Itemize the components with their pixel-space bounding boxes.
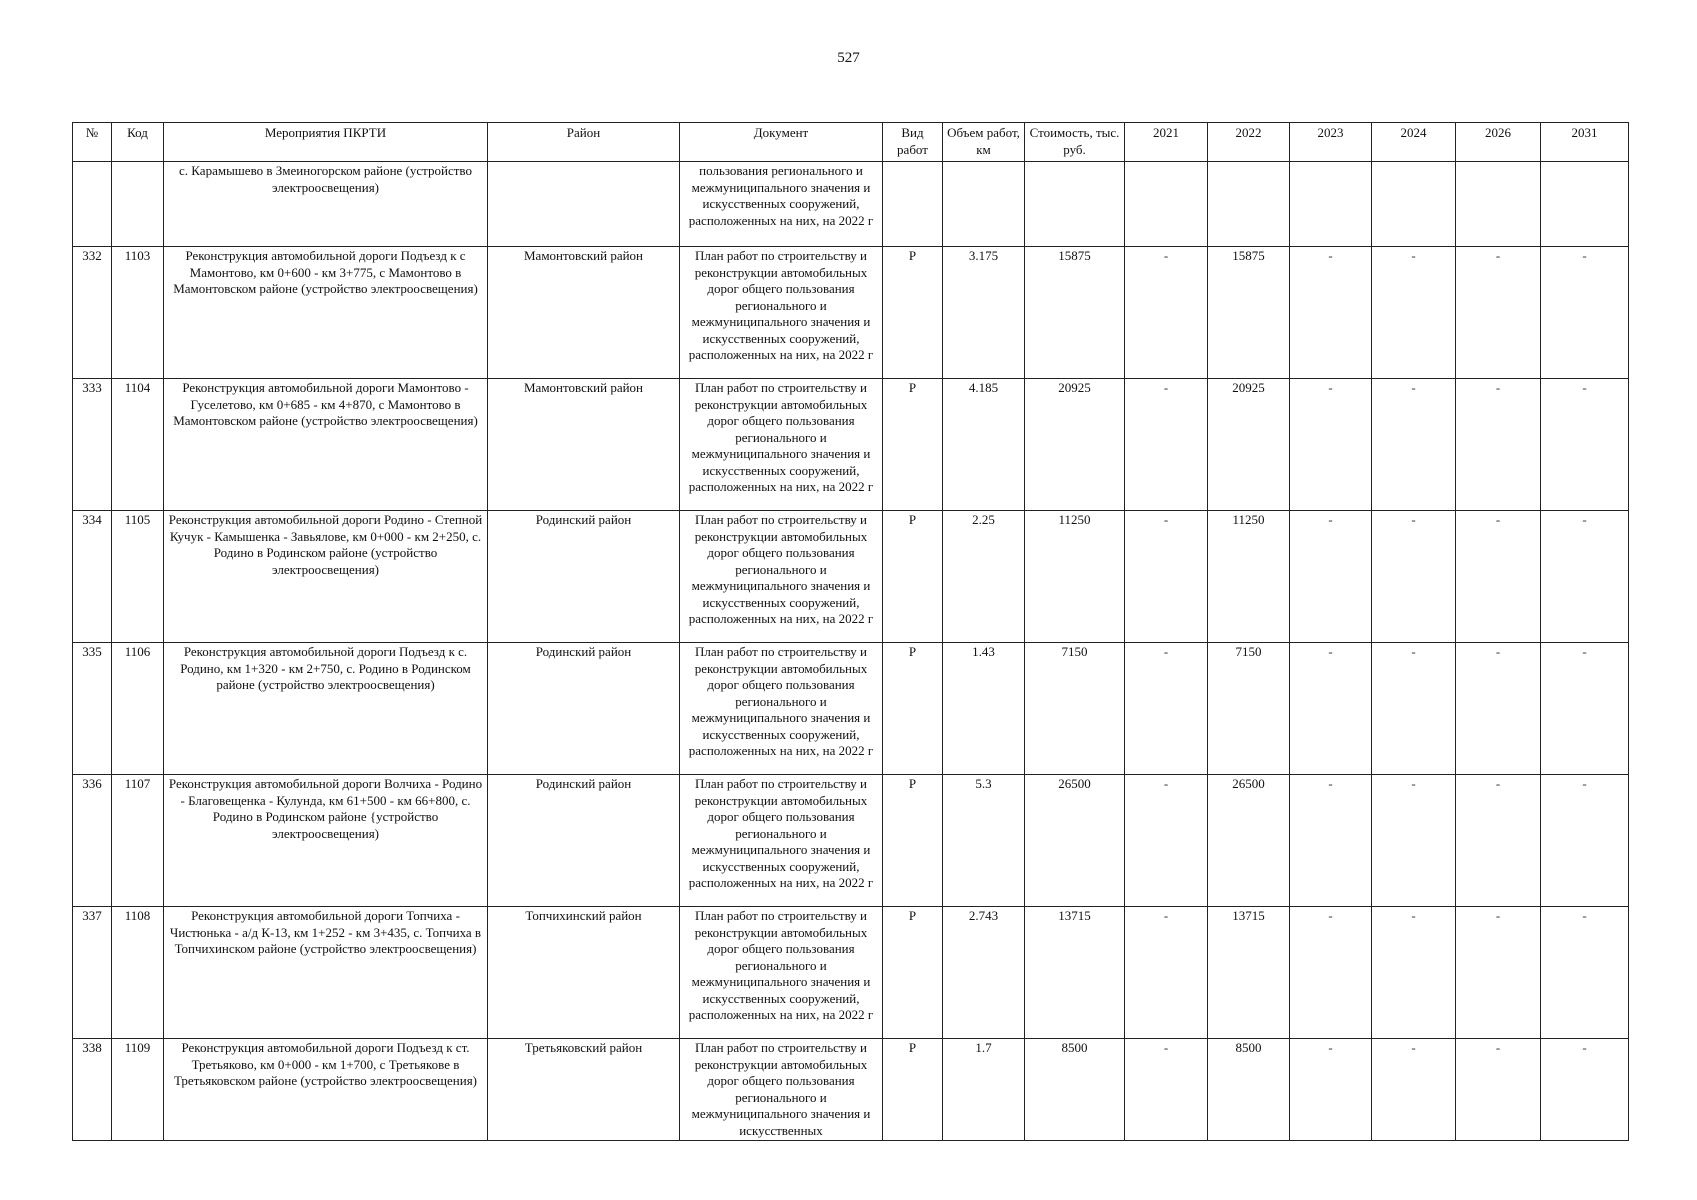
cell-num: 335	[73, 643, 112, 775]
cell-district: Родинский район	[488, 511, 680, 643]
table-row	[73, 1039, 1629, 1141]
cell-2023: -	[1290, 1039, 1372, 1141]
cell-code: 1104	[112, 379, 164, 511]
header-cell: 2021	[1125, 123, 1208, 162]
cell-cost: 11250	[1025, 511, 1125, 643]
cell-work-type: Р	[883, 907, 943, 1039]
cell-num: 332	[73, 247, 112, 379]
cell-district	[488, 162, 680, 247]
cell-document: План работ по строительству и реконструкции автомобильных дорог общего пользования регионального и межмуниципального значения и искусственных сооружений, расположенных на них, на 2022 г	[680, 643, 883, 775]
cell-district: Мамонтовский район	[488, 379, 680, 511]
cell-num: 336	[73, 775, 112, 907]
header-cell: 2022	[1208, 123, 1290, 162]
cell-work-type	[883, 162, 943, 247]
cell-2031	[1541, 162, 1629, 247]
cell-document: План работ по строительству и реконструкции автомобильных дорог общего пользования регионального и межмуниципального значения и искусственных сооружений, расположенных на них, на 2022 г	[680, 775, 883, 907]
cell-2026: -	[1456, 907, 1541, 1039]
header-cell: 2026	[1456, 123, 1541, 162]
header-cell: Мероприятия ПКРТИ	[164, 123, 488, 162]
cell-volume: 3.175	[943, 247, 1025, 379]
cell-2031: -	[1541, 907, 1629, 1039]
header-cell: Объем работ, км	[943, 123, 1025, 162]
cell-district: Родинский район	[488, 643, 680, 775]
cell-code: 1106	[112, 643, 164, 775]
cell-document: План работ по строительству и реконструкции автомобильных дорог общего пользования регионального и межмуниципального значения и искусственных	[680, 1039, 883, 1141]
cell-2022: 20925	[1208, 379, 1290, 511]
cell-volume: 1.43	[943, 643, 1025, 775]
cell-work-type: Р	[883, 247, 943, 379]
cell-event: Реконструкция автомобильной дороги Подъезд к с Мамонтово, км 0+600 - км 3+775, с Мамонтово в Мамонтовском районе (устройство электроосвещения)	[164, 247, 488, 379]
cell-2026	[1456, 162, 1541, 247]
cell-2031: -	[1541, 511, 1629, 643]
cell-work-type: Р	[883, 775, 943, 907]
cell-event: с. Карамышево в Змеиногорском районе (устройство электроосвещения)	[164, 162, 488, 247]
cell-cost: 13715	[1025, 907, 1125, 1039]
cell-document: План работ по строительству и реконструкции автомобильных дорог общего пользования регионального и межмуниципального значения и искусственных сооружений, расположенных на них, на 2022 г	[680, 907, 883, 1039]
cell-cost: 7150	[1025, 643, 1125, 775]
table-row	[73, 511, 1629, 643]
cell-2026: -	[1456, 775, 1541, 907]
cell-2023	[1290, 162, 1372, 247]
cell-2022	[1208, 162, 1290, 247]
table-row	[73, 775, 1629, 907]
table-row	[73, 247, 1629, 379]
cell-code	[112, 162, 164, 247]
header-cell: Район	[488, 123, 680, 162]
cell-2026: -	[1456, 511, 1541, 643]
cell-2023: -	[1290, 511, 1372, 643]
header-cell: Код	[112, 123, 164, 162]
header-cell: 2023	[1290, 123, 1372, 162]
cell-cost	[1025, 162, 1125, 247]
pkrti-table	[72, 122, 1629, 1141]
cell-2022: 13715	[1208, 907, 1290, 1039]
cell-code: 1109	[112, 1039, 164, 1141]
cell-2026: -	[1456, 379, 1541, 511]
table-row	[73, 907, 1629, 1039]
cell-2024: -	[1372, 1039, 1456, 1141]
cell-document: План работ по строительству и реконструкции автомобильных дорог общего пользования регионального и межмуниципального значения и искусственных сооружений, расположенных на них, на 2022 г	[680, 379, 883, 511]
cell-num: 334	[73, 511, 112, 643]
cell-volume: 2.743	[943, 907, 1025, 1039]
cell-event: Реконструкция автомобильной дороги Подъезд к с. Родино, км 1+320 - км 2+750, с. Родино в Родинском районе (устройство электроосвещения)	[164, 643, 488, 775]
cell-2026: -	[1456, 1039, 1541, 1141]
cell-2021	[1125, 162, 1208, 247]
cell-2021: -	[1125, 907, 1208, 1039]
cell-work-type: Р	[883, 379, 943, 511]
cell-2023: -	[1290, 247, 1372, 379]
cell-2021: -	[1125, 247, 1208, 379]
cell-cost: 8500	[1025, 1039, 1125, 1141]
cell-event: Реконструкция автомобильной дороги Топчиха - Чистюнька - а/д К-13, км 1+252 - км 3+435, с. Топчиха в Топчихинском районе (устройство электроосвещения)	[164, 907, 488, 1039]
header-cell: 2024	[1372, 123, 1456, 162]
cell-num	[73, 162, 112, 247]
cell-num: 338	[73, 1039, 112, 1141]
cell-work-type: Р	[883, 643, 943, 775]
cell-2022: 8500	[1208, 1039, 1290, 1141]
table-row	[73, 379, 1629, 511]
cell-num: 333	[73, 379, 112, 511]
cell-2023: -	[1290, 643, 1372, 775]
cell-2022: 15875	[1208, 247, 1290, 379]
header-cell: Стоимость, тыс. руб.	[1025, 123, 1125, 162]
cell-cost: 15875	[1025, 247, 1125, 379]
cell-district: Третьяковский район	[488, 1039, 680, 1141]
cell-code: 1108	[112, 907, 164, 1039]
cell-2031: -	[1541, 379, 1629, 511]
cell-2031: -	[1541, 247, 1629, 379]
table-row	[73, 643, 1629, 775]
cell-work-type: Р	[883, 511, 943, 643]
cell-event: Реконструкция автомобильной дороги Родино - Степной Кучук - Камышенка - Завьялове, км 0+000 - км 2+250, с. Родино в Родинском районе (устройство электроосвещения)	[164, 511, 488, 643]
cell-2024: -	[1372, 907, 1456, 1039]
cell-volume: 2.25	[943, 511, 1025, 643]
cell-2022: 11250	[1208, 511, 1290, 643]
cell-2021: -	[1125, 379, 1208, 511]
cell-2024: -	[1372, 775, 1456, 907]
cell-cost: 20925	[1025, 379, 1125, 511]
cell-2031: -	[1541, 775, 1629, 907]
page-number: 527	[837, 50, 860, 66]
cell-code: 1103	[112, 247, 164, 379]
cell-document: пользования регионального и межмуниципального значения и искусственных сооружений, расположенных на них, на 2022 г	[680, 162, 883, 247]
cell-2024: -	[1372, 379, 1456, 511]
cell-2022: 26500	[1208, 775, 1290, 907]
cell-code: 1105	[112, 511, 164, 643]
cell-2024: -	[1372, 247, 1456, 379]
cell-2023: -	[1290, 775, 1372, 907]
cell-2022: 7150	[1208, 643, 1290, 775]
table-header-row	[73, 123, 1629, 162]
cell-2031: -	[1541, 1039, 1629, 1141]
cell-2026: -	[1456, 643, 1541, 775]
cell-document: План работ по строительству и реконструкции автомобильных дорог общего пользования регионального и межмуниципального значения и искусственных сооружений, расположенных на них, на 2022 г	[680, 511, 883, 643]
cell-num: 337	[73, 907, 112, 1039]
cell-2024	[1372, 162, 1456, 247]
cell-2023: -	[1290, 907, 1372, 1039]
cell-2021: -	[1125, 643, 1208, 775]
cell-volume: 4.185	[943, 379, 1025, 511]
header-cell: №	[73, 123, 112, 162]
header-cell: 2031	[1541, 123, 1629, 162]
cell-work-type: Р	[883, 1039, 943, 1141]
cell-2021: -	[1125, 775, 1208, 907]
cell-2024: -	[1372, 511, 1456, 643]
cell-volume: 1.7	[943, 1039, 1025, 1141]
cell-volume	[943, 162, 1025, 247]
cell-event: Реконструкция автомобильной дороги Мамонтово - Гуселетово, км 0+685 - км 4+870, с Мамонтово в Мамонтовском районе (устройство электроосвещения)	[164, 379, 488, 511]
cell-cost: 26500	[1025, 775, 1125, 907]
cell-2023: -	[1290, 379, 1372, 511]
cell-2021: -	[1125, 511, 1208, 643]
cell-2031: -	[1541, 643, 1629, 775]
cell-2024: -	[1372, 643, 1456, 775]
cell-document: План работ по строительству и реконструкции автомобильных дорог общего пользования регионального и межмуниципального значения и искусственных сооружений, расположенных на них, на 2022 г	[680, 247, 883, 379]
table-row-continuation	[73, 162, 1629, 247]
cell-volume: 5.3	[943, 775, 1025, 907]
header-cell: Документ	[680, 123, 883, 162]
cell-2021: -	[1125, 1039, 1208, 1141]
cell-district: Родинский район	[488, 775, 680, 907]
cell-event: Реконструкция автомобильной дороги Волчиха - Родино - Благовещенка - Кулунда, км 61+500 - км 66+800, с. Родино в Родинском районе {устройство электроосвещения)	[164, 775, 488, 907]
cell-district: Топчихинский район	[488, 907, 680, 1039]
cell-2026: -	[1456, 247, 1541, 379]
cell-event: Реконструкция автомобильной дороги Подъезд к ст. Третьяково, км 0+000 - км 1+700, с Третьякове в Третьяковском районе (устройство электроосвещения)	[164, 1039, 488, 1141]
cell-district: Мамонтовский район	[488, 247, 680, 379]
cell-code: 1107	[112, 775, 164, 907]
header-cell: Вид работ	[883, 123, 943, 162]
